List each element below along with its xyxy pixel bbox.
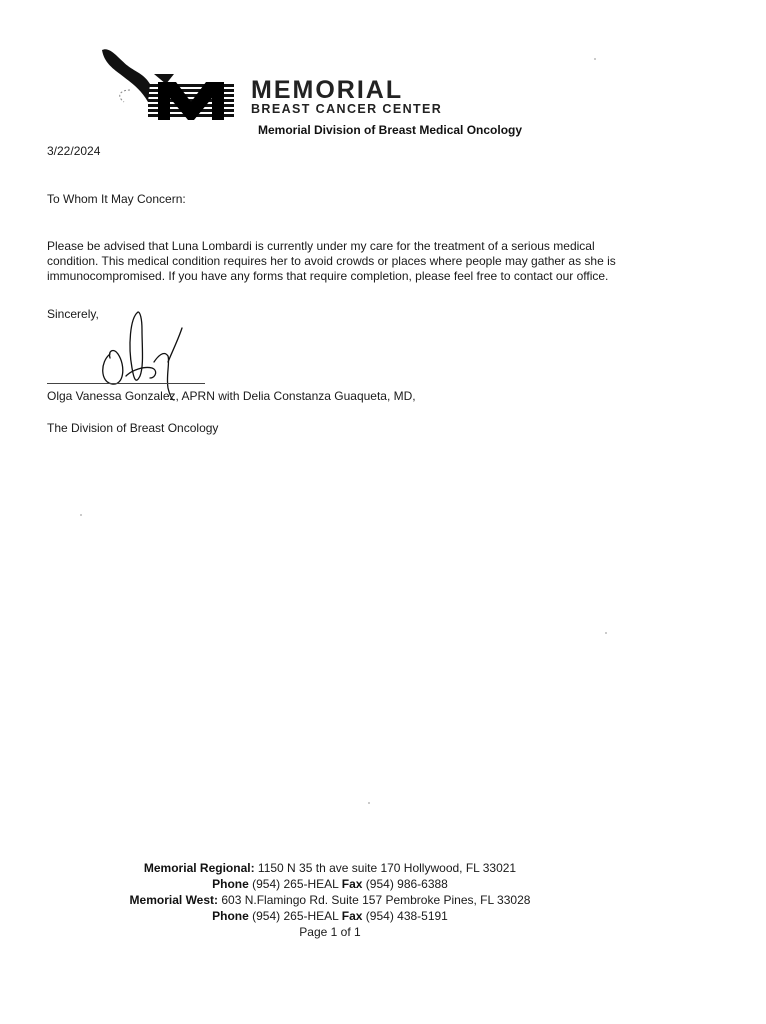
west-label: Memorial West: — [129, 893, 219, 907]
west-address: 603 N.Flamingo Rd. Suite 157 Pembroke Pines, FL 33028 — [221, 893, 531, 907]
letter-body — [47, 239, 737, 284]
footer-regional-contact — [0, 878, 660, 890]
signature-line — [47, 383, 205, 384]
west-phone: (954) 265-HEAL — [252, 909, 339, 923]
west-fax-label: Fax — [341, 909, 363, 923]
regional-fax: (954) 986-6388 — [365, 877, 448, 891]
regional-phone: (954) 265-HEAL — [252, 877, 339, 891]
division-title: Memorial Division of Breast Medical Oncology — [258, 123, 523, 137]
signer-department: The Division of Breast Oncology — [47, 421, 219, 435]
regional-phone-label: Phone — [212, 877, 249, 891]
body-line: condition. This medical condition requires her to avoid crowds or places where people may gather as she is — [47, 254, 616, 268]
brand-subtitle: BREAST CANCER CENTER — [251, 102, 443, 116]
brand-name: MEMORIAL — [251, 76, 404, 104]
west-phone-label: Phone — [212, 909, 249, 923]
body-line: Please be advised that Luna Lombardi is currently under my care for the treatment of a serious medical — [47, 239, 595, 253]
page-number: Page 1 of 1 — [299, 925, 361, 939]
footer-west-contact — [0, 910, 660, 922]
memorial-logo-icon — [96, 44, 242, 122]
salutation: To Whom It May Concern: — [47, 192, 186, 206]
scan-speck — [605, 632, 607, 634]
scan-speck — [368, 802, 370, 804]
signer-name: Olga Vanessa Gonzalez, APRN with Delia Constanza Guaqueta, MD, — [47, 389, 416, 403]
letter-date: 3/22/2024 — [47, 144, 101, 158]
regional-address: 1150 N 35 th ave suite 170 Hollywood, FL 33021 — [257, 861, 517, 875]
closing: Sincerely, — [47, 307, 99, 321]
scan-speck — [594, 58, 596, 60]
footer-west-address — [0, 894, 660, 906]
scan-speck — [80, 514, 82, 516]
regional-fax-label: Fax — [341, 877, 363, 891]
west-fax: (954) 438-5191 — [365, 909, 448, 923]
body-line: immunocompromised. If you have any forms that require completion, please feel free to contact our office. — [47, 269, 609, 283]
footer-regional-address — [0, 862, 660, 874]
regional-label: Memorial Regional: — [143, 861, 255, 875]
